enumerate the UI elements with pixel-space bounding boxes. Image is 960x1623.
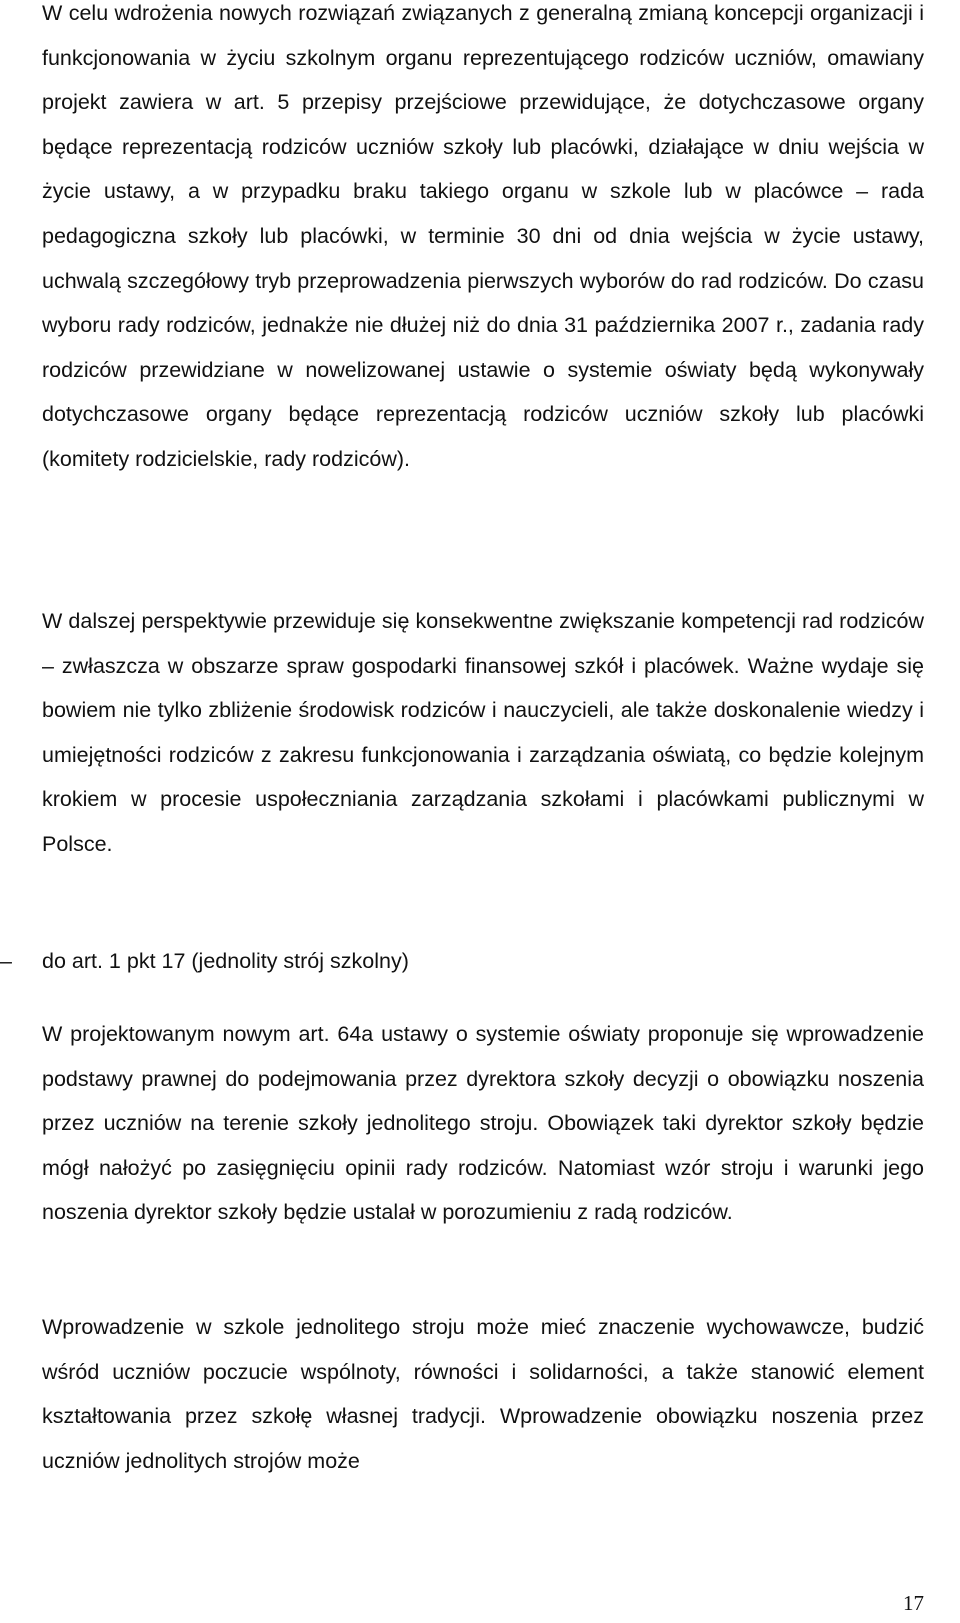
paragraph-uniform-educational-value: Wprowadzenie w szkole jednolitego stroju może mieć znaczenie wychowawcze, budzić wśród uczniów poczucie wspólnoty, równości i solidarności, a także stanowić element kształtowania przez szkołę własnej tradycji. Wprowadzenie obowiązku noszenia przez uczniów jednolitych strojów może	[42, 1315, 924, 1473]
heading-dash: –	[0, 949, 12, 973]
paragraph-school-uniform-article: W projektowanym nowym art. 64a ustawy o systemie oświaty proponuje się wprowadzenie podstawy prawnej do podejmowania przez dyrektora szkoły decyzji o obowiązku noszenia przez uczniów na terenie szkoły jednolitego stroju. Obowiązek taki dyrektor szkoły będzie mógł nałożyć po zasięgnięciu opinii rady rodziców. Natomiast wzór stroju i warunki jego noszenia dyrektor szkoły będzie ustalał w porozumieniu z radą rodziców.	[42, 1022, 924, 1225]
paragraph-transitional-provisions: W celu wdrożenia nowych rozwiązań związanych z generalną zmianą koncepcji organizacji i funkcjonowania w życiu szkolnym organu reprezentującego rodziców uczniów, omawiany projekt zawiera w art. 5 przepisy przejściowe przewidujące, że dotychczasowe organy będące reprezentacją rodziców uczniów szkoły lub placówki, działające w dniu wejścia w życie ustawy, a w przypadku braku takiego organu w szkole lub w placówce – rada pedagogiczna szkoły lub placówki, w terminie 30 dni od dnia wejścia w życie ustawy, uchwalą szczegółowy tryb przeprowadzenia pierwszych wyborów do rad rodziców. Do czasu wyboru rady rodziców, jednakże nie dłużej niż do dnia 31 października 2007 r., zadania rady rodziców przewidziane w nowelizowanej ustawie o systemie oświaty będą wykonywały dotychczasowe organy będące reprezentacją rodziców uczniów szkoły lub placówki (komitety rodzicielskie, rady rodziców).	[42, 1, 924, 471]
heading-text: do art. 1 pkt 17 (jednolity strój szkolny)	[42, 949, 409, 973]
paragraph-future-perspective: W dalszej perspektywie przewiduje się konsekwentne zwiększanie kompetencji rad rodziców – zwłaszcza w obszarze spraw gospodarki finansowej szkół i placówek. Ważne wydaje się bowiem nie tylko zbliżenie środowisk rodziców i nauczycieli, ale także doskonalenie wiedzy i umiejętności rodziców z zakresu funkcjonowania i zarządzania oświatą, co będzie kolejnym krokiem w procesie uspołeczniania zarządzania szkołami i placówkami publicznymi w Polsce.	[42, 609, 924, 856]
section-heading	[0, 939, 920, 984]
page-number: 17	[903, 1591, 924, 1615]
